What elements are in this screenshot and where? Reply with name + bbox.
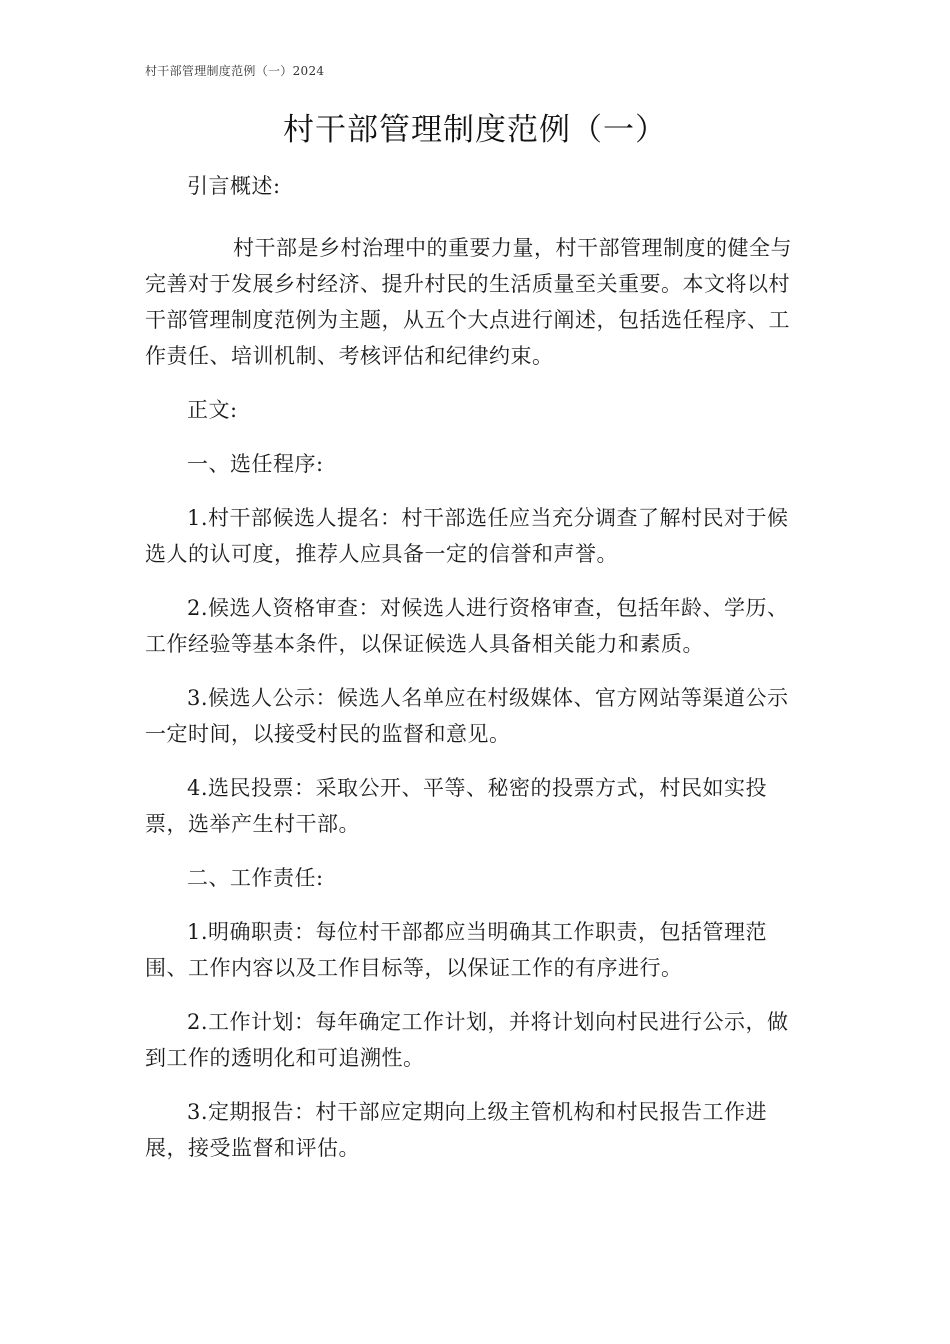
document-body <box>145 168 801 1184</box>
intro-paragraph: 村干部是乡村治理中的重要力量，村干部管理制度的健全与完善对于发展乡村经济、提升村民的生活质量至关重要。本文将以村干部管理制度范例为主题，从五个大点进行阐述，包括选任程序、工作责任、培训机制、考核评估和纪律约束。 <box>145 236 792 368</box>
list-item: 1.明确职责：每位村干部都应当明确其工作职责，包括管理范围、工作内容以及工作目标等，以保证工作的有序进行。 <box>145 920 768 980</box>
section-heading-selection: 一、选任程序: <box>187 452 324 476</box>
section-heading-responsibility: 二、工作责任: <box>187 866 324 890</box>
document-title: 村干部管理制度范例（一） <box>283 112 667 148</box>
list-item: 3.候选人公示：候选人名单应在村级媒体、官方网站等渠道公示一定时间，以接受村民的监督和意见。 <box>145 686 789 746</box>
list-item: 3.定期报告：村干部应定期向上级主管机构和村民报告工作进展，接受监督和评估。 <box>145 1100 768 1160</box>
intro-heading: 引言概述: <box>187 174 281 198</box>
body-heading: 正文: <box>187 398 238 422</box>
list-item: 2.工作计划：每年确定工作计划，并将计划向村民进行公示，做到工作的透明化和可追溯性。 <box>145 1010 789 1070</box>
running-header: 村干部管理制度范例（一）2024 <box>145 64 325 78</box>
list-item: 2.候选人资格审查：对候选人进行资格审查，包括年龄、学历、工作经验等基本条件，以保证候选人具备相关能力和素质。 <box>145 596 789 656</box>
list-item: 4.选民投票：采取公开、平等、秘密的投票方式，村民如实投票，选举产生村干部。 <box>145 776 768 836</box>
list-item: 1.村干部候选人提名：村干部选任应当充分调查了解村民对于候选人的认可度，推荐人应具备一定的信誉和声誉。 <box>145 506 789 566</box>
